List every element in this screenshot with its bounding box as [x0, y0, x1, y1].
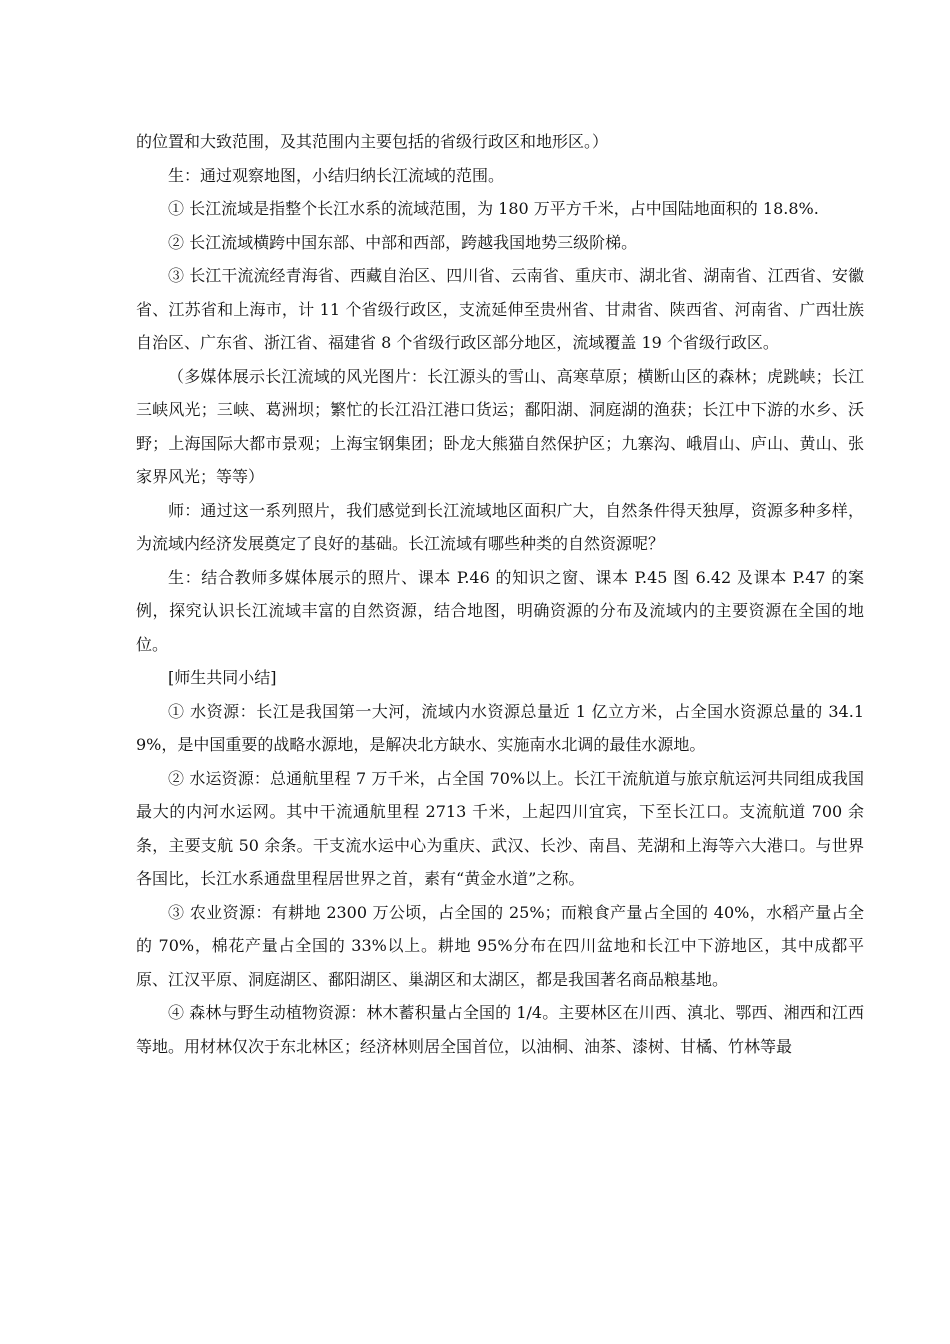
paragraph-shipping-resources: ② 水运资源：总通航里程 7 万千米，占全国 70%以上。长江干流航道与旅京航运河共同组成我国最大的内河水运网。其中干流通航里程 2713 千米，上起四川宜宾，下至长江口。支流航道 700 余条，主要支航 50 余条。干支流水运中心为重庆、武汉、长沙、南昌、芜湖和上海等六大港口。与世界各国比，长江水系通盘里程居世界之首，素有“黄金水道”之称。 — [136, 768, 864, 888]
paragraph-water-resources: ① 水资源：长江是我国第一大河，流域内水资源总量近 1 亿立方米，占全国水资源总量的 34.19%，是中国重要的战略水源地，是解决北方缺水、实施南水北调的最佳水源地。 — [136, 701, 864, 754]
paragraph-multimedia: （多媒体展示长江流域的风光图片：长江源头的雪山、高寒草原；横断山区的森林；虎跳峡；长江三峡风光；三峡、葛洲坝；繁忙的长江沿江港口货运；鄱阳湖、洞庭湖的渔获；长江中下游的水乡、沃野；上海国际大都市景观；上海宝钢集团；卧龙大熊猫自然保护区；九寨沟、峨眉山、庐山、黄山、张家界风光；等等） — [136, 366, 864, 486]
document-body — [136, 125, 864, 1063]
paragraph-point-2: ② 长江流域横跨中国东部、中部和西部，跨越我国地势三级阶梯。 — [168, 232, 638, 252]
paragraph-point-1: ① 长江流域是指整个长江水系的流域范围，为 180 万平方千米，占中国陆地面积的 18.8%. — [168, 199, 819, 218]
paragraph-continuation: 的位置和大致范围，及其范围内主要包括的省级行政区和地形区。） — [136, 132, 609, 151]
paragraph-agriculture-resources: ③ 农业资源：有耕地 2300 万公顷，占全国的 25%；而粮食产量占全国的 40%，水稻产量占全的 70%，棉花产量占全国的 33%以上。耕地 95%分布在四川盆地和长江中下游地区，其中成都平原、江汉平原、洞庭湖区、鄱阳湖区、巢湖区和太湖区，都是我国著名商品粮基地。 — [136, 902, 864, 989]
paragraph-point-3: ③ 长江干流流经青海省、西藏自治区、四川省、云南省、重庆市、湖北省、湖南省、江西省、安徽省、江苏省和上海市，计 11 个省级行政区，支流延伸至贵州省、甘肃省、陕西省、河南省、广西壮族自治区、广东省、浙江省、福建省 8 个省级行政区部分地区，流域覆盖 19 个省级行政区。 — [136, 266, 864, 352]
paragraph-teacher: 师：通过这一系列照片，我们感觉到长江流域地区面积广大，自然条件得天独厚，资源多种多样，为流域内经济发展奠定了良好的基础。长江流域有哪些种类的自然资源呢？ — [136, 500, 864, 553]
paragraph-summary-heading: [师生共同小结] — [168, 668, 277, 687]
paragraph-student-summary: 生：通过观察地图，小结归纳长江流域的范围。 — [168, 165, 505, 185]
paragraph-student-explore: 生：结合教师多媒体展示的照片、课本 P.46 的知识之窗、课本 P.45 图 6.42 及课本 P.47 的案例，探究认识长江流域丰富的自然资源，结合地图，明确资源的分布及流域内的主要资源在全国的地位。 — [136, 567, 864, 654]
paragraph-forest-resources: ④ 森林与野生动植物资源：林木蓄积量占全国的 1/4。主要林区在川西、滇北、鄂西、湘西和江西等地。用材林仅次于东北林区；经济林则居全国首位，以油桐、油茶、漆树、甘橘、竹林等最 — [136, 1003, 864, 1056]
